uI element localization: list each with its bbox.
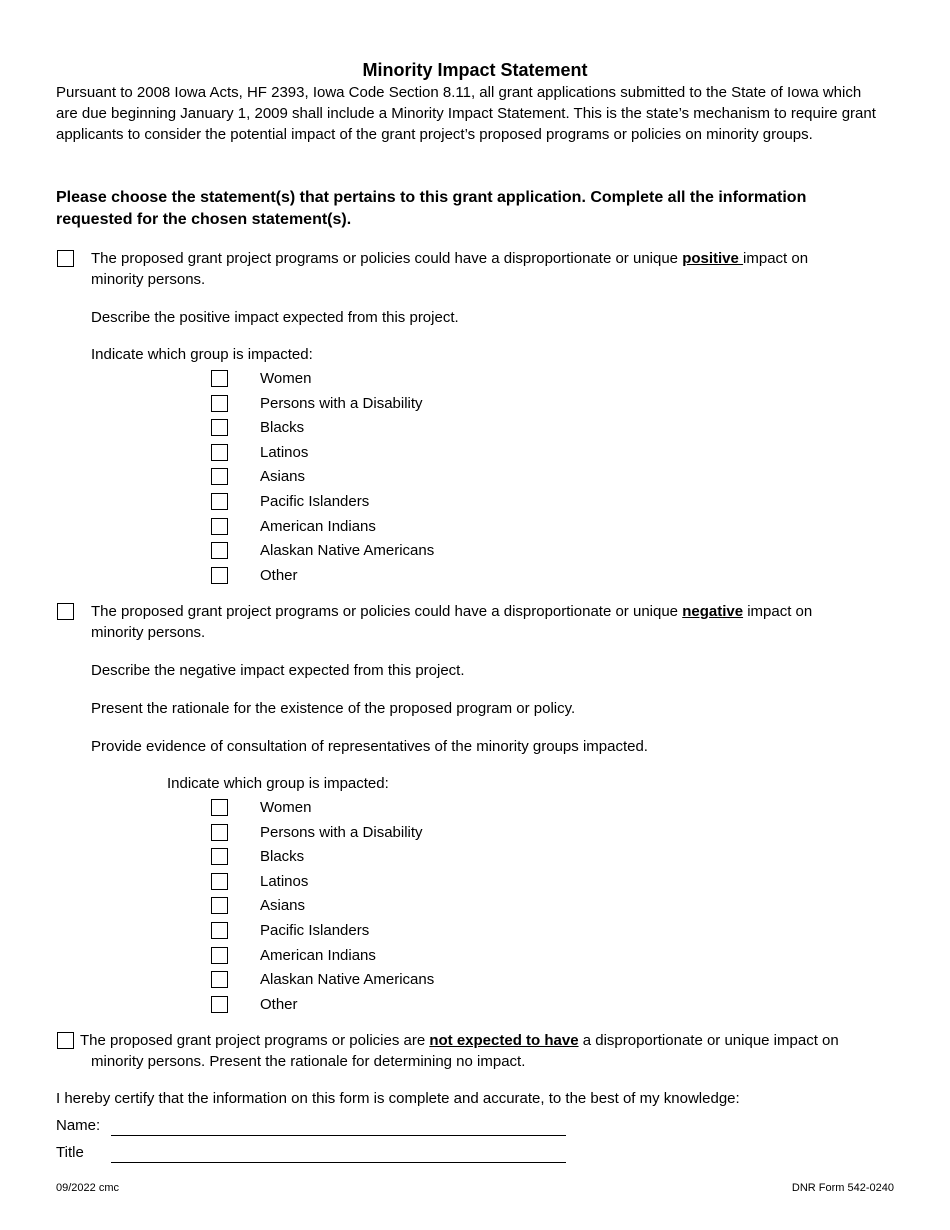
page-title: Minority Impact Statement xyxy=(362,60,588,80)
negative-group-blacks-checkbox[interactable] xyxy=(211,848,228,865)
positive-group-american-indians-checkbox[interactable] xyxy=(211,518,228,535)
positive-statement-line2: minority persons. xyxy=(91,271,206,288)
positive-group-latinos-label: Latinos xyxy=(260,443,309,461)
negative-group-pacific-islanders-label: Pacific Islanders xyxy=(260,922,370,939)
negative-group-american-indians-label: American Indians xyxy=(260,946,376,964)
positive-group-alaskan-native-americans-checkbox[interactable] xyxy=(211,542,228,559)
none-text-after: a disproportionate or unique impact on xyxy=(578,1032,839,1049)
positive-text-after: impact on xyxy=(743,250,809,267)
positive-group-american-indians-label: American Indians xyxy=(260,517,376,535)
none-text-before: The proposed grant project programs or policies are xyxy=(80,1032,430,1049)
negative-group-alaskan-native-americans-label: Alaskan Native Americans xyxy=(260,971,435,989)
positive-group-pacific-islanders-label: Pacific Islanders xyxy=(260,493,370,510)
none-statement-line2: minority persons. Present the rationale for determining no impact. xyxy=(91,1053,526,1070)
positive-group-latinos-checkbox[interactable] xyxy=(211,444,228,461)
negative-rationale-prompt: Present the rationale for the existence of the proposed program or policy. xyxy=(91,700,576,717)
name-label: Name: xyxy=(56,1117,101,1134)
title-input-line[interactable] xyxy=(111,1162,566,1163)
negative-describe-prompt: Describe the negative impact expected from this project. xyxy=(91,662,465,679)
positive-group-women-label: Women xyxy=(260,370,312,387)
positive-group-blacks-label: Blacks xyxy=(260,419,305,437)
negative-text-before: The proposed grant project programs or policies could have a disproportionate or unique xyxy=(91,603,683,620)
negative-group-american-indians-checkbox[interactable] xyxy=(211,947,228,964)
positive-group-prompt: Indicate which group is impacted: xyxy=(91,346,313,363)
positive-statement-line1 xyxy=(91,248,808,269)
name-input-line[interactable] xyxy=(111,1135,566,1136)
negative-group-women-checkbox[interactable] xyxy=(211,799,228,816)
none-emphasis: not expected to have xyxy=(429,1032,579,1049)
negative-group-pacific-islanders-checkbox[interactable] xyxy=(211,922,228,939)
footer-form-number: DNR Form 542-0240 xyxy=(791,1182,894,1194)
certification-text: I hereby certify that the information on this form is complete and accurate, to the best of my knowledge: xyxy=(56,1090,740,1107)
negative-group-blacks-label: Blacks xyxy=(260,848,305,866)
negative-group-latinos-label: Latinos xyxy=(260,872,309,890)
negative-emphasis: negative xyxy=(682,603,744,620)
negative-group-latinos-checkbox[interactable] xyxy=(211,873,228,890)
positive-group-persons-with-a-disability-label: Persons with a Disability xyxy=(260,394,423,412)
title-label: Title xyxy=(56,1144,84,1161)
positive-impact-checkbox[interactable] xyxy=(57,250,74,267)
footer-date: 09/2022 cmc xyxy=(56,1182,119,1194)
positive-group-persons-with-a-disability-checkbox[interactable] xyxy=(211,395,228,412)
negative-impact-checkbox[interactable] xyxy=(57,603,74,620)
positive-group-pacific-islanders-checkbox[interactable] xyxy=(211,493,228,510)
negative-text-after: impact on xyxy=(743,603,813,620)
none-statement-line1 xyxy=(80,1030,839,1051)
negative-group-women-label: Women xyxy=(260,799,312,816)
negative-group-asians-checkbox[interactable] xyxy=(211,897,228,914)
negative-group-other-label: Other xyxy=(260,995,298,1013)
positive-group-alaskan-native-americans-label: Alaskan Native Americans xyxy=(260,542,435,560)
negative-group-prompt: Indicate which group is impacted: xyxy=(167,775,389,792)
no-impact-checkbox[interactable] xyxy=(57,1032,74,1049)
negative-group-other-checkbox[interactable] xyxy=(211,996,228,1013)
negative-group-asians-label: Asians xyxy=(260,897,306,915)
positive-text-before: The proposed grant project programs or policies could have a disproportionate or unique xyxy=(91,250,683,267)
positive-group-other-label: Other xyxy=(260,566,298,584)
instructions: Please choose the statement(s) that pertains to this grant application. Complete all the information requested for the chosen statement(s). xyxy=(56,189,807,228)
positive-group-asians-label: Asians xyxy=(260,468,306,486)
positive-describe-prompt: Describe the positive impact expected from this project. xyxy=(91,309,459,326)
negative-statement-line1 xyxy=(91,601,812,622)
intro-paragraph: Pursuant to 2008 Iowa Acts, HF 2393, Iowa Code Section 8.11, all grant applications submitted to the State of Iowa which are due beginning January 1, 2009 shall include a Minority Impact Statement. This is the state’s mechanism to require grant applicants to consider the potential impact of the grant project’s proposed programs or policies on minority groups. xyxy=(56,84,876,143)
negative-evidence-prompt: Provide evidence of consultation of representatives of the minority groups impacted. xyxy=(91,738,648,755)
negative-group-persons-with-a-disability-label: Persons with a Disability xyxy=(260,823,423,841)
negative-group-persons-with-a-disability-checkbox[interactable] xyxy=(211,824,228,841)
positive-group-asians-checkbox[interactable] xyxy=(211,468,228,485)
positive-group-other-checkbox[interactable] xyxy=(211,567,228,584)
positive-group-women-checkbox[interactable] xyxy=(211,370,228,387)
negative-group-alaskan-native-americans-checkbox[interactable] xyxy=(211,971,228,988)
positive-group-blacks-checkbox[interactable] xyxy=(211,419,228,436)
positive-emphasis: positive xyxy=(682,250,744,267)
negative-statement-line2: minority persons. xyxy=(91,624,206,641)
